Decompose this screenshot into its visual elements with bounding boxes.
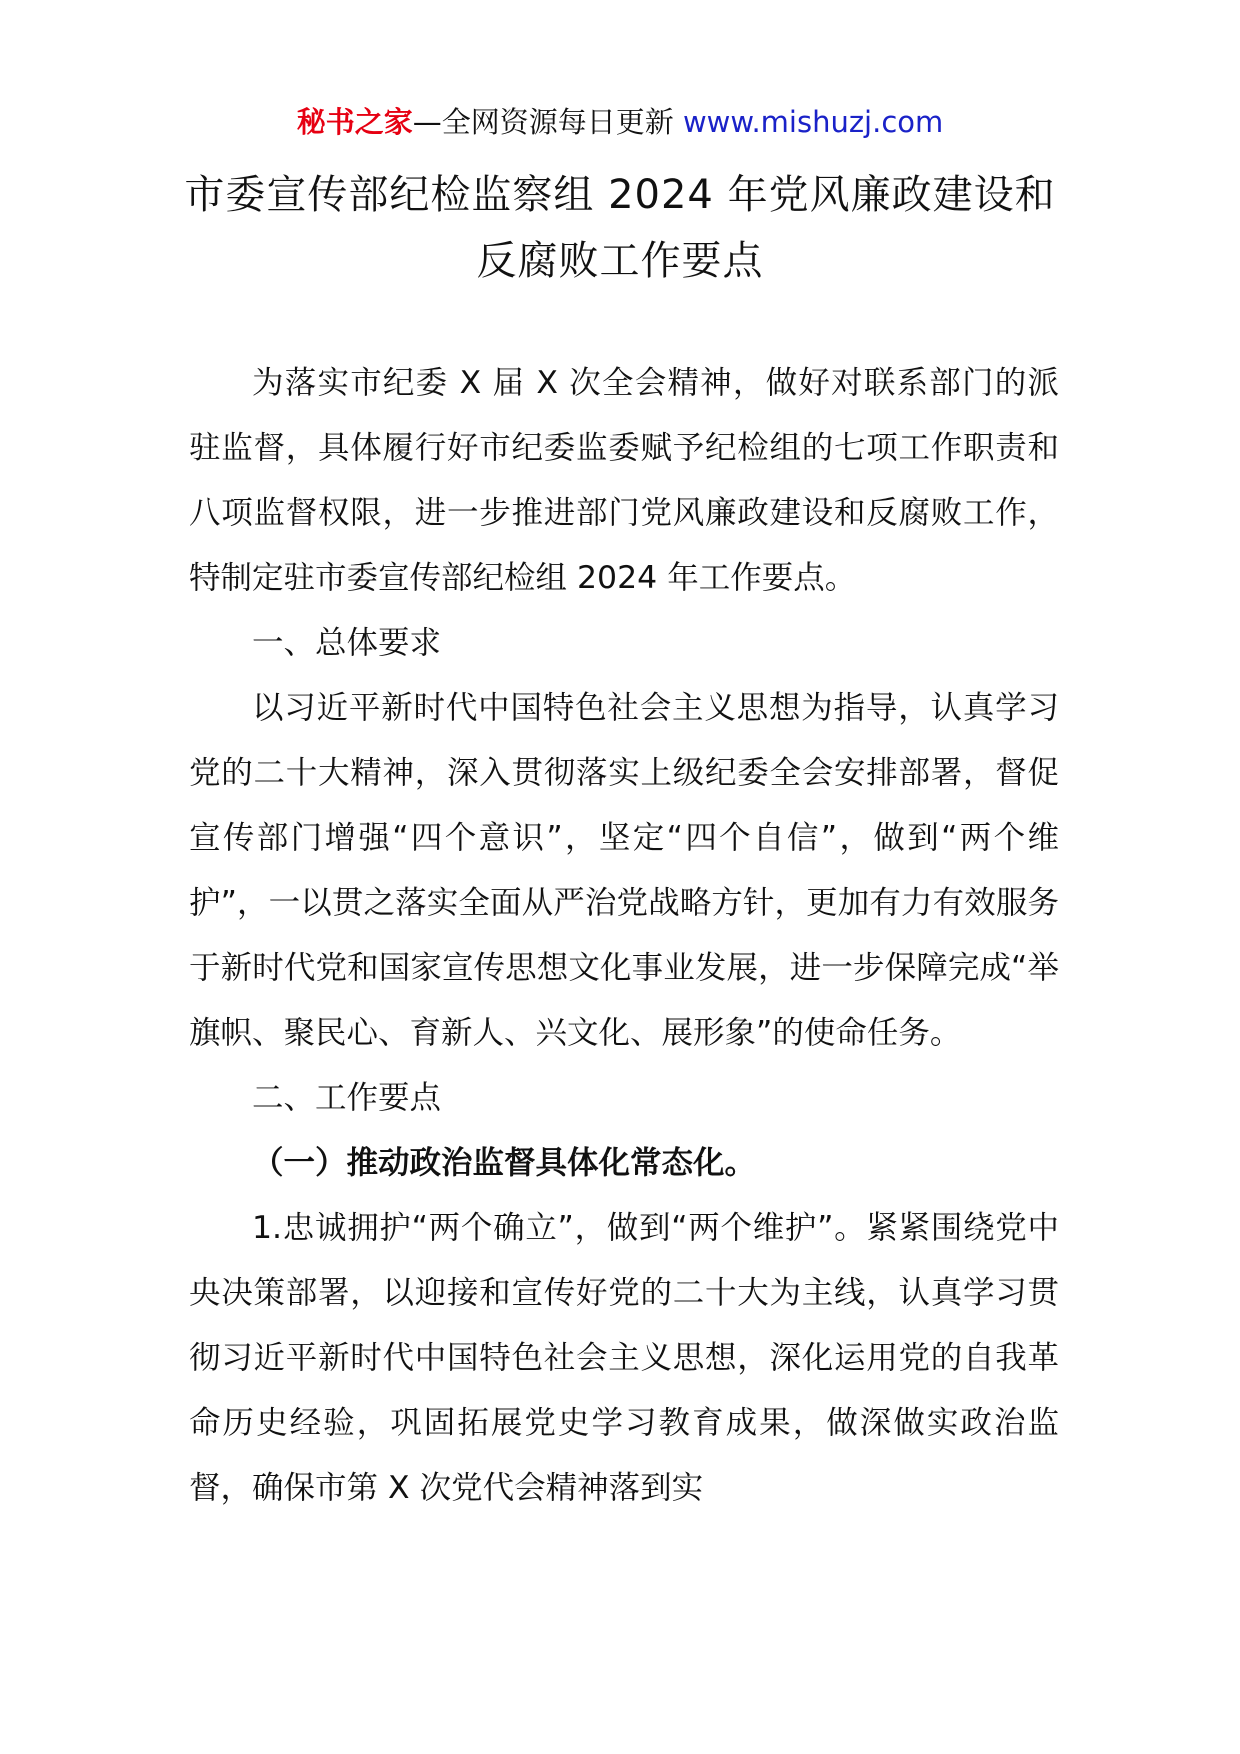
document-title <box>120 162 1120 294</box>
subsection-heading-political-supervision: （一）推动政治监督具体化常态化。 <box>252 1145 757 1181</box>
intro-paragraph: 为落实市纪委 X 届 X 次全会精神，做好对联系部门的派驻监督，具体履行好市纪委监委赋予纪检组的七项工作职责和八项监督权限，进一步推进部门党风廉政建设和反腐败工作，特制定驻市委宣传部纪检组 2024 年工作要点。 <box>189 365 1059 596</box>
document-title-line-1: 市委宣传部纪检监察组 2024 年党风廉政建设和 <box>184 172 1056 218</box>
item-1-paragraph: 1.忠诚拥护“两个确立”，做到“两个维护”。紧紧围绕党中央决策部署，以迎接和宣传好党的二十大为主线，认真学习贯彻习近平新时代中国特色社会主义思想，深化运用党的自我革命历史经验，巩固拓展党史学习教育成果，做深做实政治监督，确保市第 X 次党代会精神落到实 <box>189 1210 1059 1506</box>
section-heading-work-points: 二、工作要点 <box>252 1080 442 1116</box>
brand-name: 秘书之家 <box>296 105 413 139</box>
site-url-link[interactable]: www.mishuzj.com <box>682 105 944 139</box>
general-requirements-paragraph: 以习近平新时代中国特色社会主义思想为指导，认真学习党的二十大精神，深入贯彻落实上级纪委全会安排部署，督促宣传部门增强“四个意识”，坚定“四个自信”，做到“两个维护”，一以贯之落实全面从严治党战略方针，更加有力有效服务于新时代党和国家宣传思想文化事业发展，进一步保障完成“举旗帜、聚民心、育新人、兴文化、展形象”的使命任务。 <box>189 690 1059 1051</box>
header-slogan: —全网资源每日更新 <box>412 105 683 139</box>
document-title-line-2: 反腐败工作要点 <box>476 238 764 284</box>
section-heading-general-requirements: 一、总体要求 <box>252 625 442 661</box>
site-header-banner <box>0 104 1240 140</box>
document-body <box>189 351 1059 1521</box>
